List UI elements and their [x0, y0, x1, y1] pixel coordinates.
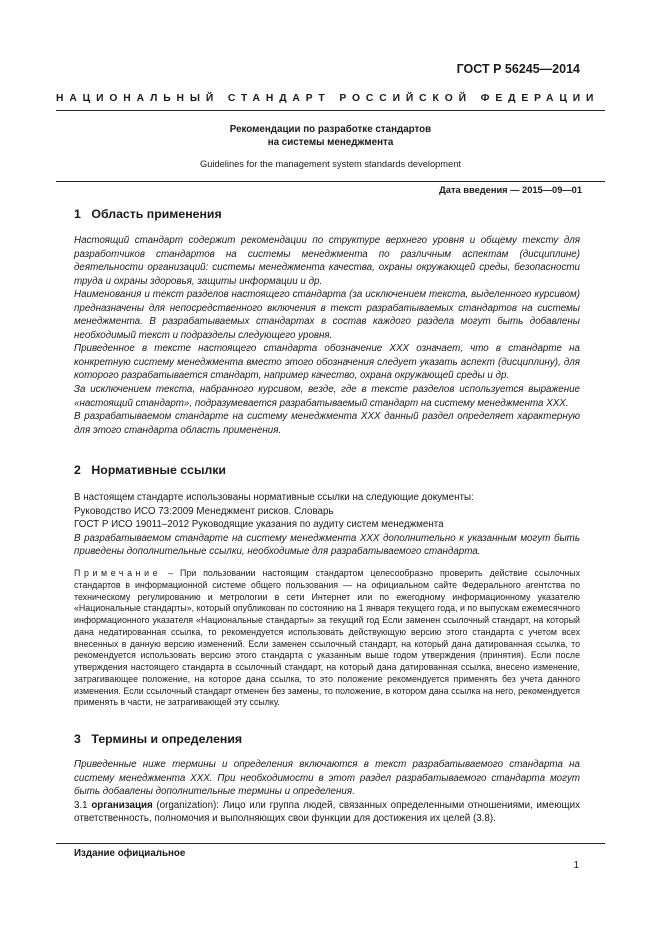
section-1-paragraph: В разрабатываемом стандарте на систему менеджмента XXX данный раздел определяет характерную для этого стандарта область применения. [74, 411, 580, 436]
section-1-paragraph: Наименования и текст разделов настоящего стандарта (за исключением текста, выделенного курсивом) предназначены для непосредственного включения в текст разрабатываемых стандартов на системы менеджмента. В разрабатываемых стандартах в состав каждого раздела могут быть добавлены необходимый текст и подразделы следующего уровня. [74, 289, 580, 341]
term-english: (organization): [152, 799, 220, 811]
term-number: 3.1 [74, 799, 88, 811]
term-definition: Лицо или группа людей, связанных определенными отношениями, имеющих ответственность, полномочия и выполняющих свои функции для достижения их целей (3.8). [74, 799, 580, 825]
title-ru-line-1: Рекомендации по разработке стандартов [229, 124, 432, 135]
national-standard-banner: НАЦИОНАЛЬНЫЙ СТАНДАРТ РОССИЙСКОЙ ФЕДЕРАЦИИ [56, 93, 600, 104]
note-label: Примечание [74, 568, 162, 578]
term-entry [74, 799, 580, 826]
header-divider [56, 110, 605, 111]
references-intro: В настоящем стандарте использованы нормативные ссылки на следующие документы: [74, 492, 474, 503]
section-2-heading [74, 463, 226, 477]
footer-divider [56, 843, 605, 844]
title-divider [56, 181, 605, 182]
references-note [74, 568, 580, 709]
reference-item: ГОСТ Р ИСО 19011–2012 Руководящие указания по аудиту систем менеджмента [74, 519, 444, 531]
document-title-ru [0, 123, 661, 149]
section-1-paragraph: За исключением текста, набранного курсивом, везде, где в тексте разделов используется выражение «настоящий стандарт», подразумевается разрабатываемый стандарт на систему менеджмента XXX. [74, 384, 580, 409]
section-2-title: Нормативные ссылки [91, 463, 226, 477]
note-text: – При пользовании настоящим стандартом целесообразно проверить действие ссылочных стандартов в информационной системе общего пользования — на официальном сайте Федерального агентства по техническому регулированию и метрологии в сети Интернет или по ежегодному информационному указателю «Национальные стандарты», который опубликован по состоянию на 1 января текущего года, и по выпускам ежемесячного информационного указателя «Национальные стандарты» за текущий год Если заменен ссылочный стандарт, на который дана недатированная ссылка, то рекомендуется использовать действующую версию этого стандарта с учетом всех внесенных в данную версию изменений. Если заменен ссылочный стандарт, на который дана датированная ссылка, то рекомендуется использовать версию этого стандарта с указанным выше годом утверждения (принятия). Если после утверждения настоящего стандарта в ссылочный стандарт, на который дана датированная ссылка, внесено изменение, затрагивающее положение, на которое дана ссылка, то это положение рекомендуется применять без учета данного изменения. Если ссылочный стандарт отменен без замены, то положение, в котором дана ссылка на него, рекомендуется применять в части, не затрагивающей эту ссылку. [74, 568, 580, 708]
section-1-paragraph: Приведенное в тексте настоящего стандарта обозначение XXX означает, что в стандарте на конкретную систему менеджмента вместо этого обозначения следует указать аспект (дисциплину), для которого разрабатывается стандарт, например качество, охрана окружающей среды и др. [74, 343, 580, 382]
section-3-body [74, 758, 580, 826]
document-title-en: Guidelines for the management system standards development [200, 159, 461, 169]
page-number: 1 [573, 860, 579, 871]
reference-item: Руководство ИСО 73:2009 Менеджмент рисков. Словарь [74, 505, 334, 517]
section-1-body [74, 234, 580, 437]
section-3-heading [74, 732, 242, 746]
section-3-number: 3 [74, 732, 81, 746]
terms-italic-note: Приведенные ниже термины и определения включаются в текст разрабатываемого стандарта на систему менеджмента XXX. При необходимости в этот раздел разрабатываемого стандарта могут быть добавлены дополнительные термины и определения. [74, 759, 580, 798]
title-ru-line-2: на системы менеджмента [267, 137, 394, 148]
section-1-title: Область применения [91, 207, 222, 221]
section-2-number: 2 [74, 463, 81, 477]
introduction-date: Дата введения — 2015—09—01 [439, 185, 582, 195]
document-number: ГОСТ Р 56245—2014 [456, 62, 580, 76]
term-name: организация [91, 799, 153, 811]
section-1-heading [74, 207, 222, 221]
section-3-title: Термины и определения [91, 732, 243, 746]
section-1-paragraph: Настоящий стандарт содержит рекомендации по структуре верхнего уровня и общему тексту для разработчиков стандартов на системы менеджмента по различным аспектам (дисциплине) деятельности организаций: системы менеджмента качества, охраны окружающей среды, безопасности труда и охраны здоровья, защиты информации и др. [74, 235, 580, 287]
section-2-body [74, 491, 580, 559]
section-1-number: 1 [74, 207, 81, 221]
references-italic-note: В разрабатываемом стандарте на систему менеджмента XXX дополнительно к указанным могут быть приведены дополнительные ссылки, необходимые для разрабатываемого стандарта. [74, 532, 580, 558]
official-edition-label: Издание официальное [74, 848, 186, 859]
